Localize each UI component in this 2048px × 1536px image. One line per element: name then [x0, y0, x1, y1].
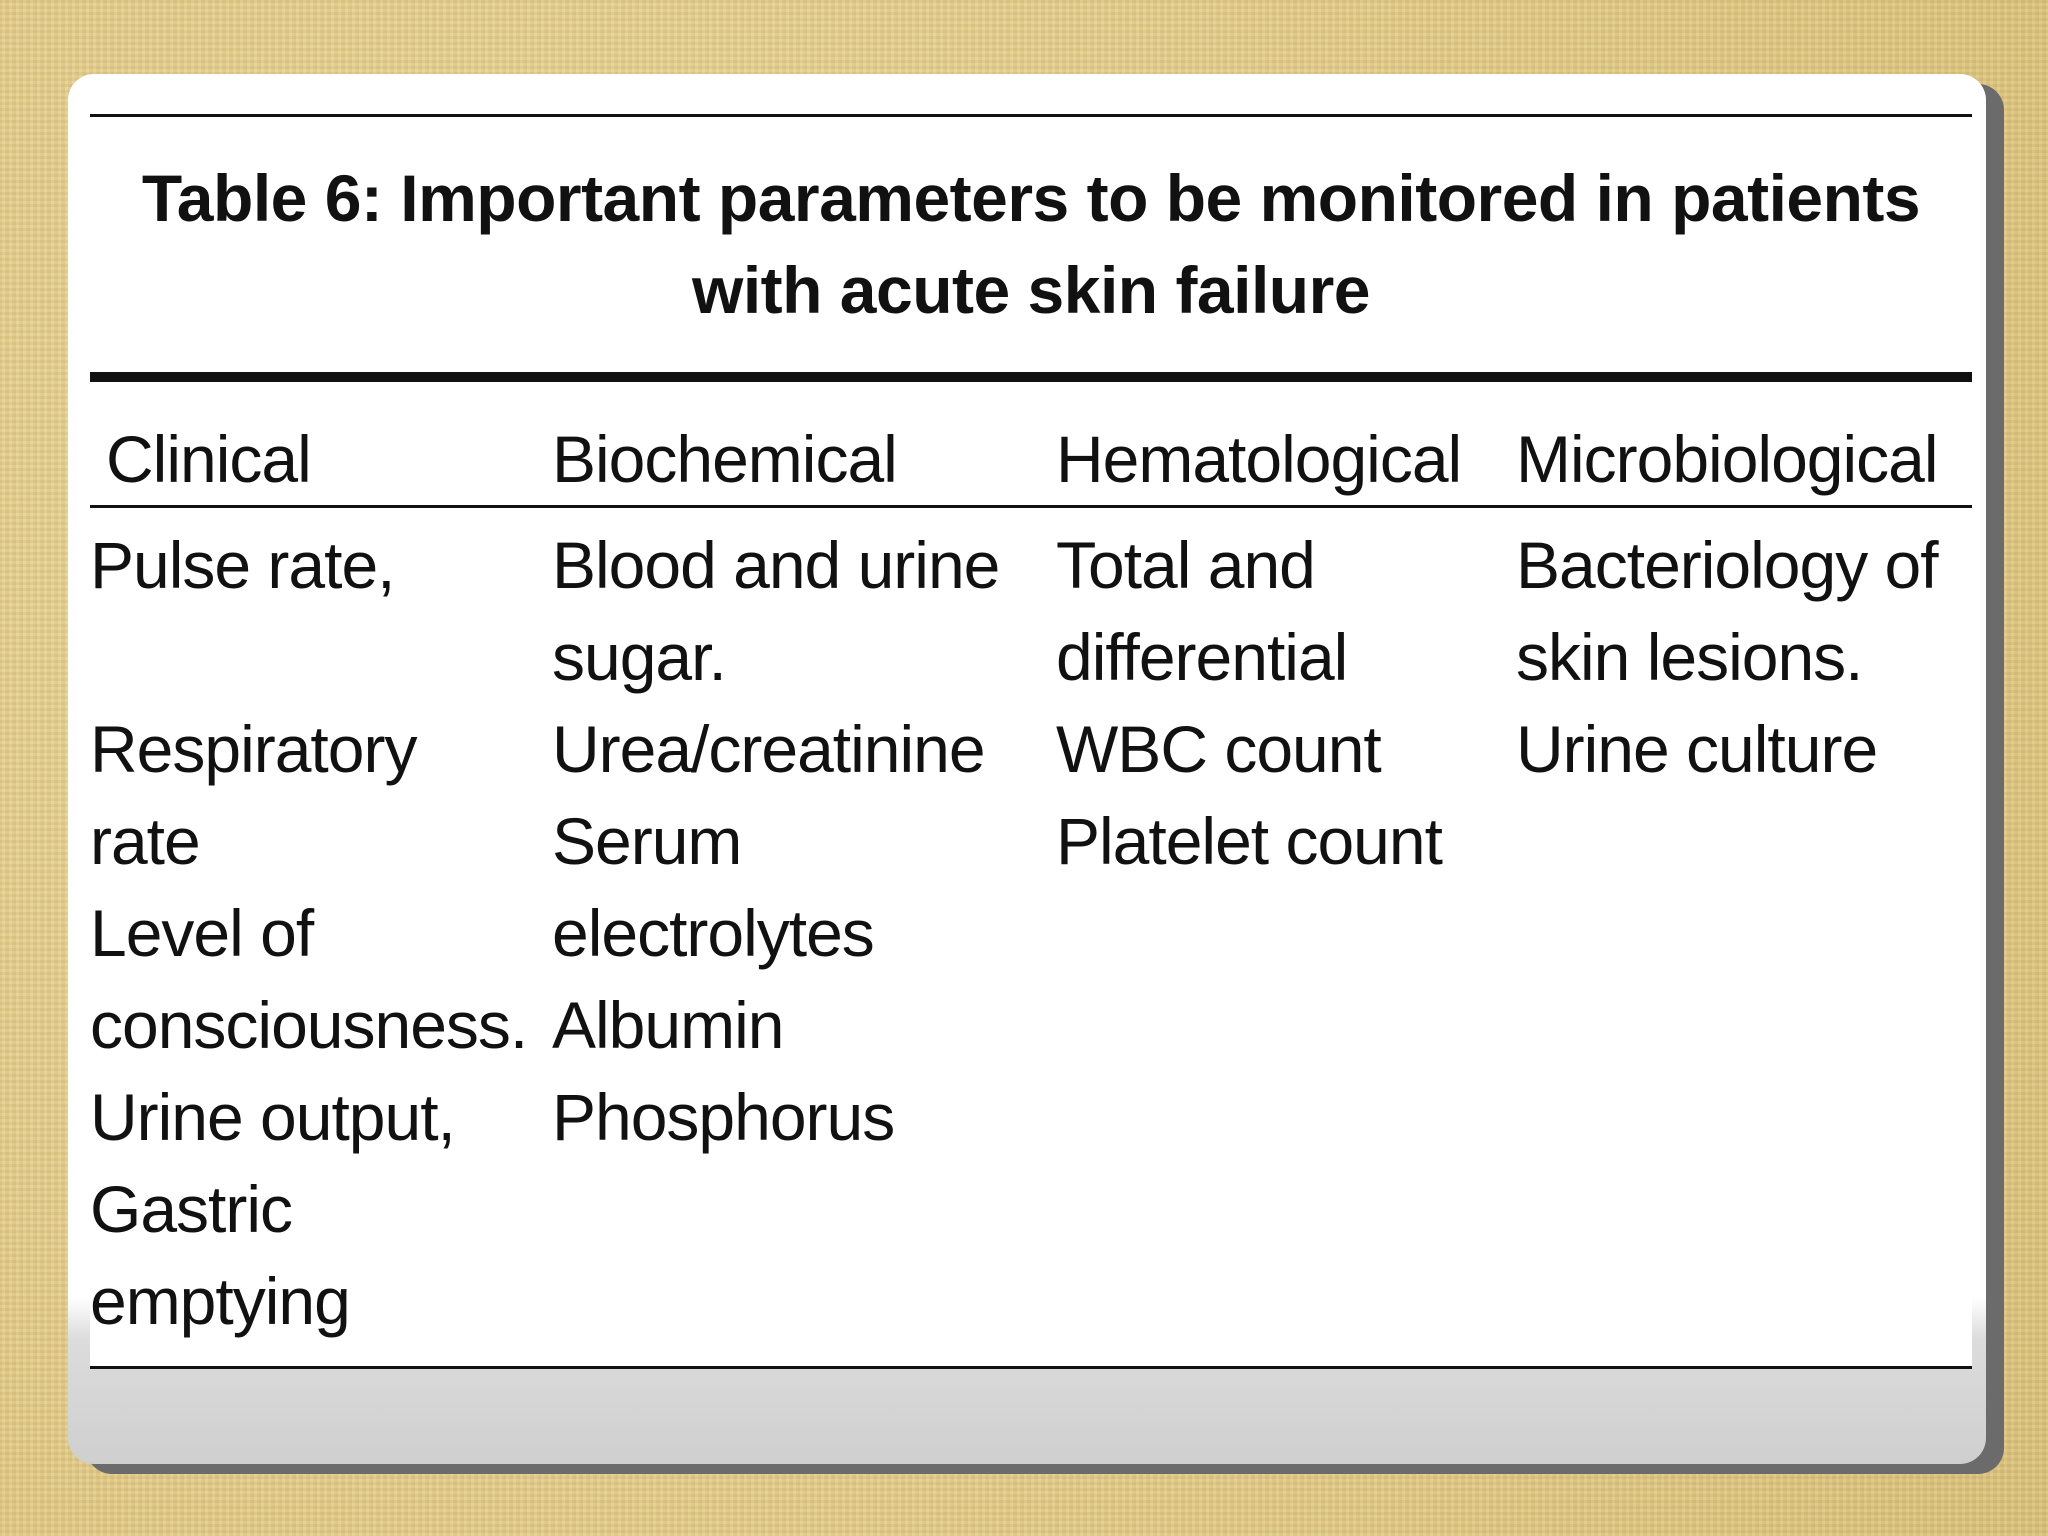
table-top-rule [90, 114, 1972, 117]
caption-line-1: Table 6: Important parameters to be monitored in patients [141, 161, 1921, 235]
header-clinical: Clinical [106, 422, 311, 496]
biochemical-line: Albumin [552, 988, 784, 1062]
caption-line-2: with acute skin failure [691, 253, 1371, 327]
column-microbiological [1516, 519, 1938, 795]
table-caption [90, 152, 1972, 336]
clinical-line: Urine output, [90, 1080, 455, 1154]
header-divider [90, 505, 1972, 508]
hematological-line: differential [1056, 620, 1348, 694]
table-bottom-rule [90, 1366, 1972, 1369]
clinical-line: rate [90, 804, 200, 878]
biochemical-line: Urea/creatinine [552, 712, 985, 786]
biochemical-line: sugar. [552, 620, 726, 694]
clinical-line: Level of [90, 896, 314, 970]
microbiological-line: skin lesions. [1516, 620, 1863, 694]
column-hematological [1056, 519, 1442, 887]
header-biochemical: Biochemical [552, 422, 897, 496]
slide-card [68, 74, 1986, 1464]
clinical-line: emptying [90, 1264, 350, 1338]
hematological-line: Platelet count [1056, 804, 1442, 878]
clinical-line [90, 611, 527, 703]
hematological-line: Total and [1056, 528, 1315, 602]
parameters-table [90, 114, 1972, 1369]
column-clinical [90, 519, 527, 1347]
biochemical-line: Serum [552, 804, 742, 878]
header-hematological: Hematological [1056, 422, 1462, 496]
clinical-line: consciousness. [90, 988, 528, 1062]
caption-divider [90, 372, 1972, 382]
biochemical-line: Phosphorus [552, 1080, 895, 1154]
clinical-line: Gastric [90, 1172, 293, 1246]
microbiological-line: Bacteriology of [1516, 528, 1938, 602]
microbiological-line: Urine culture [1516, 712, 1878, 786]
biochemical-line: electrolytes [552, 896, 874, 970]
biochemical-line: Blood and urine [552, 528, 1000, 602]
clinical-line: Respiratory [90, 712, 417, 786]
header-microbiological: Microbiological [1516, 422, 1938, 496]
clinical-line: Pulse rate, [90, 528, 395, 602]
column-biochemical [552, 519, 999, 1163]
hematological-line: WBC count [1056, 712, 1381, 786]
table-header-row [90, 419, 1972, 499]
